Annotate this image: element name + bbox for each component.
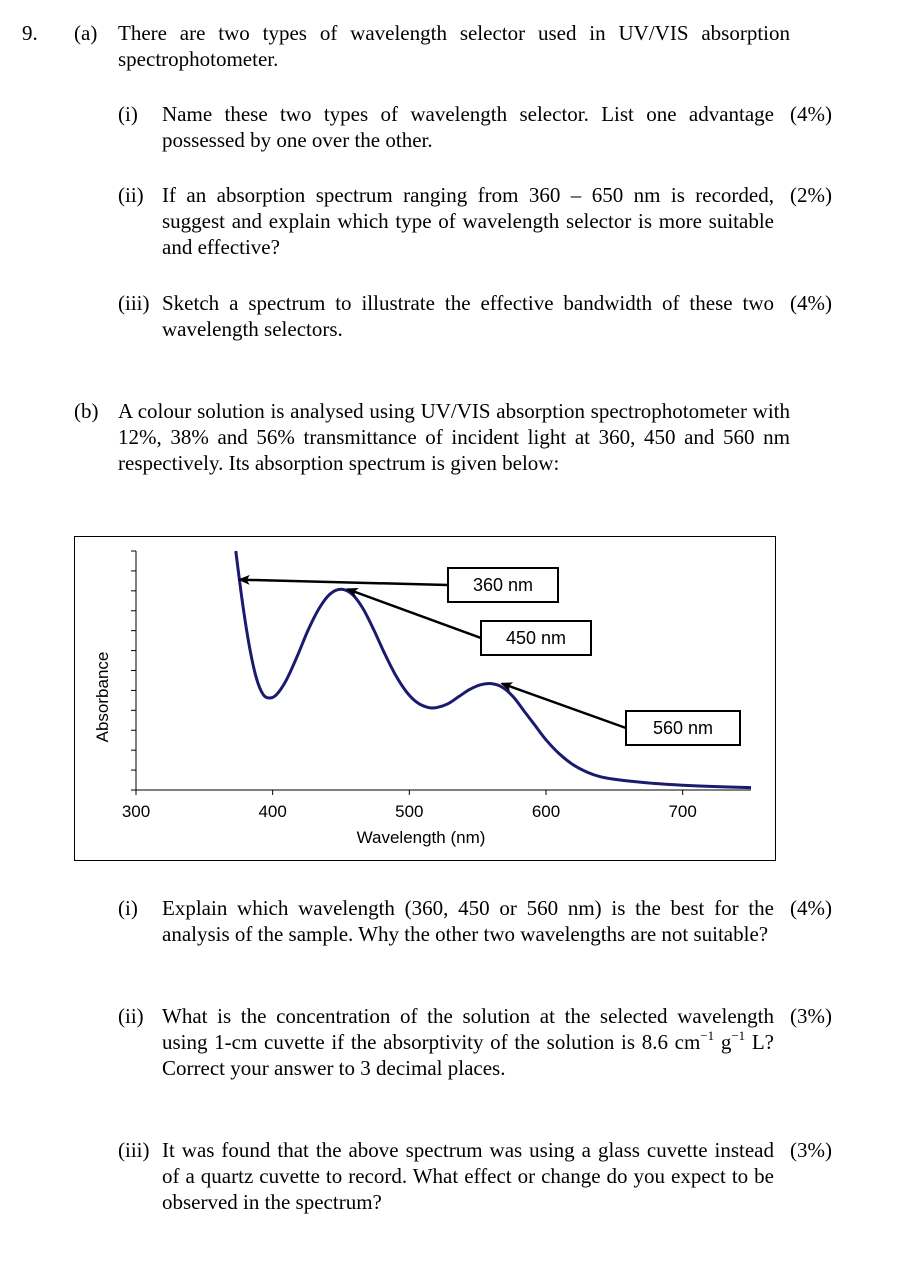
part-a-ii-text: If an absorption spectrum ranging from 360 – 650 nm is recorded, suggest and explain which type of wavelength selector is more suitable and effective? [162, 183, 774, 259]
part-a-i-label: (i) [118, 102, 138, 126]
part-a-i-marks: (4%) [790, 102, 832, 126]
part-b-stem: A colour solution is analysed using UV/VIS absorption spectrophotometer with 12%, 38% and 56% transmittance of incident light at 360, 450 and 560 nm respectively. Its absorption spectrum is given below: [118, 399, 790, 475]
part-b-ii-mid: g [714, 1030, 732, 1054]
x-tick-label: 400 [258, 802, 287, 821]
part-b-ii-sup1: −1 [700, 1028, 715, 1043]
x-axis-label: Wavelength (nm) [356, 828, 486, 847]
part-b-ii-sup2: −1 [731, 1028, 746, 1043]
y-axis-label: Absorbance [93, 651, 112, 743]
part-a-ii-marks: (2%) [790, 183, 832, 207]
part-a-iii-marks: (4%) [790, 291, 832, 315]
part-b-iii-marks: (3%) [790, 1138, 832, 1162]
annotation-arrow [240, 580, 448, 585]
x-tick-label: 700 [668, 802, 697, 821]
part-a-iii-text: Sketch a spectrum to illustrate the effective bandwidth of these two wavelength selectors. [162, 291, 774, 341]
part-b-i-text: Explain which wavelength (360, 450 or 560 nm) is the best for the analysis of the sample. Why the other two wavelengths are not suitable? [162, 896, 774, 946]
part-a-stem: There are two types of wavelength selector used in UV/VIS absorption spectrophotometer. [118, 21, 790, 71]
chart-svg [75, 537, 775, 860]
part-b-label: (b) [74, 399, 99, 423]
part-b-ii-text-after: L? Correct your answer to 3 decimal places. [162, 1030, 774, 1080]
part-b-ii-text-before: What is the concentration of the solution at the selected wavelength using 1-cm cuvette if the absorptivity of the solution is 8.6 cm [162, 1004, 774, 1054]
part-b-ii-label: (ii) [118, 1004, 144, 1028]
x-tick-label: 300 [121, 802, 151, 821]
part-b-ii-marks: (3%) [790, 1004, 832, 1028]
part-b-iii-label: (iii) [118, 1138, 150, 1162]
annotation-label: 450 nm [505, 628, 567, 648]
part-a-i-text: Name these two types of wavelength selector. List one advantage possessed by one over the other. [162, 102, 774, 152]
part-b-i-label: (i) [118, 896, 138, 920]
question-number: 9. [22, 21, 38, 45]
part-b-iii-text: It was found that the above spectrum was using a glass cuvette instead of a quartz cuvette to record. What effect or change do you expect to be observed in the spectrum? [162, 1138, 774, 1214]
part-a-ii-label: (ii) [118, 183, 144, 207]
x-tick-label: 600 [531, 802, 561, 821]
part-a-label: (a) [74, 21, 98, 45]
part-a-iii-label: (iii) [118, 291, 150, 315]
part-b-i-marks: (4%) [790, 896, 832, 920]
absorption-spectrum-chart [74, 536, 776, 861]
part-b-ii-text [162, 1003, 774, 1081]
annotation-label: 560 nm [652, 718, 714, 738]
x-tick-label: 500 [395, 802, 424, 821]
annotation-label: 360 nm [472, 575, 534, 595]
